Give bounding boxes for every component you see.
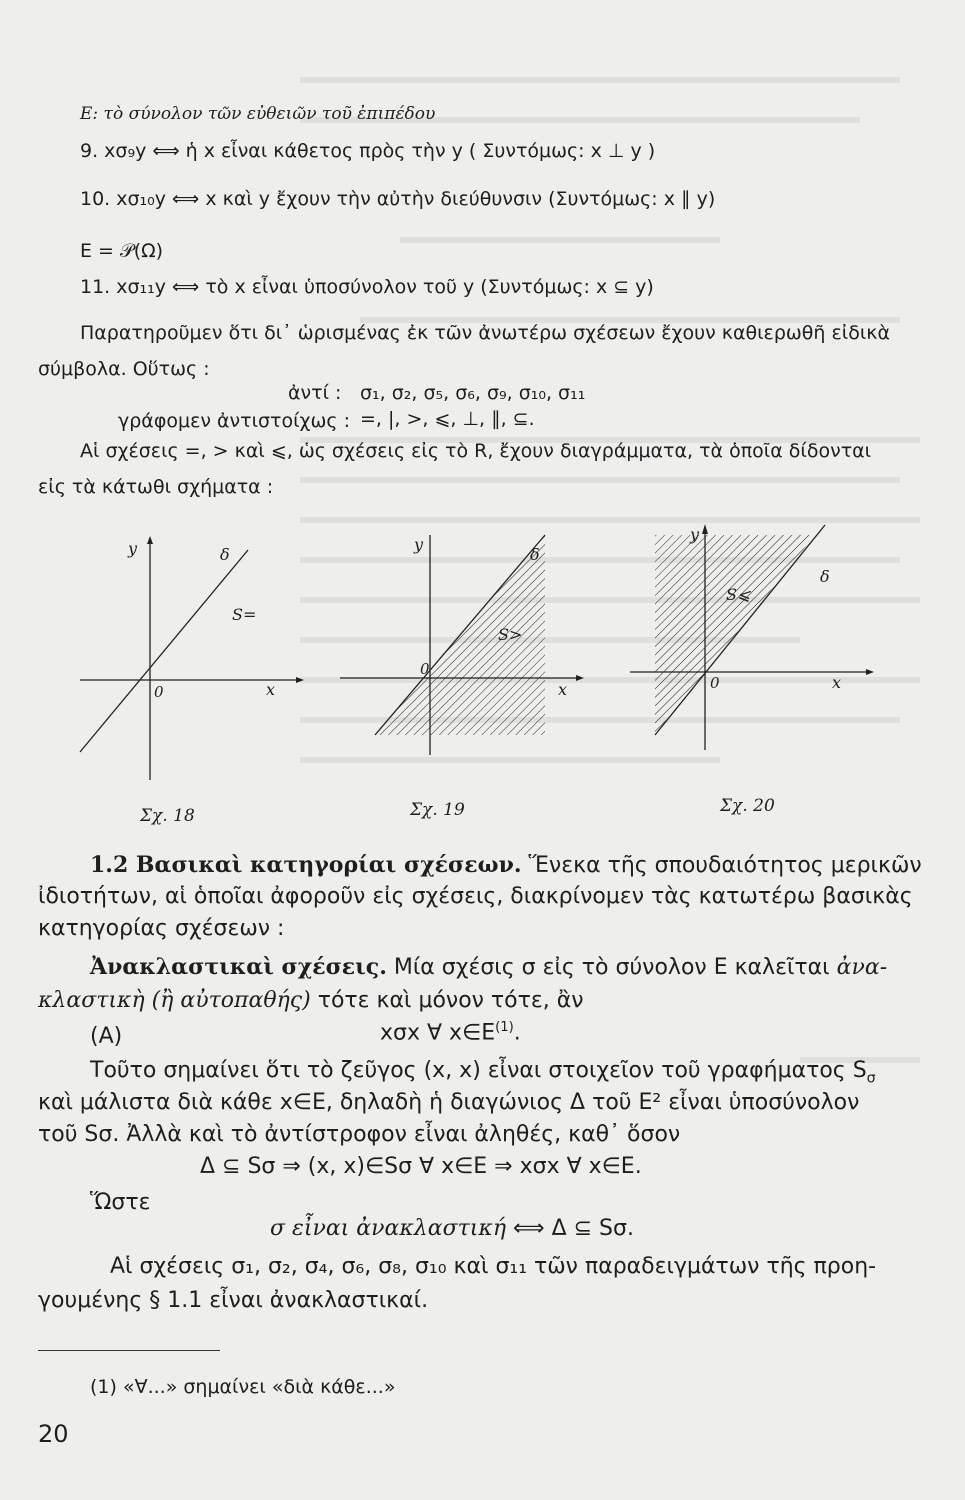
- region-label: S>: [498, 625, 523, 644]
- symbols-intro-line-1: Παρατηροῦμεν ὅτι δι᾽ ὡρισμένας ἐκ τῶν ἀνωτέρω σχέσεων ἔχουν καθιερωθῆ εἰδικὰ: [80, 322, 890, 344]
- diagonal-label: δ: [530, 545, 540, 564]
- reflexive-para-3: τοῦ Sσ. Ἀλλὰ καὶ τὸ ἀντίστροφον εἶναι ἀληθές, καθ᾽ ὅσον: [38, 1122, 681, 1147]
- definition-9: 9. xσ₉y ⟺ ἡ x εἶναι κάθετος πρὸς τὴν y ( Συντόμως: x ⊥ y ): [80, 140, 656, 162]
- reflexive-line-1: [90, 954, 887, 980]
- footnote-divider: [38, 1350, 220, 1351]
- reflexive-para-1-text: Τοῦτο σημαίνει ὅτι τὸ ζεῦγος (x, x) εἶναι στοιχεῖον τοῦ γραφήματος S: [90, 1058, 867, 1083]
- anti-list: σ₁, σ₂, σ₅, σ₆, σ₉, σ₁₀, σ₁₁: [360, 382, 586, 404]
- reflexive-term: κλαστικὴ (ἢ αὐτοπαθής): [38, 988, 311, 1013]
- symbols-intro-line-2: σύμβολα. Οὕτως :: [38, 358, 210, 380]
- figure-18-caption: Σχ. 18: [140, 806, 195, 826]
- section-line-3: κατηγορίας σχέσεων :: [38, 916, 285, 941]
- section-line-1-rest: Ἕνεκα τῆς σπουδαιότητος μερικῶν: [528, 853, 922, 878]
- figure-19-diagram: [330, 530, 590, 760]
- figure-18-diagram: [70, 530, 310, 790]
- graph-list: =, |, >, ⩽, ⊥, ∥, ⊆.: [360, 408, 535, 430]
- section-heading: 1.2 Βασικαὶ κατηγορίαι σχέσεων.: [90, 852, 522, 878]
- formula-2: Δ ⊆ Sσ ⇒ (x, x)∈Sσ ∀ x∈E ⇒ xσx ∀ x∈E.: [200, 1154, 642, 1179]
- region-label: S⩽: [726, 585, 751, 604]
- definition-11: 11. xσ₁₁y ⟺ τὸ x εἶναι ὑποσύνολον τοῦ y (Συντόμως: x ⊆ y): [80, 276, 654, 298]
- figure-20-diagram: [620, 520, 880, 760]
- figure-20-caption: Σχ. 20: [720, 796, 775, 816]
- hoste: Ὥστε: [90, 1190, 151, 1215]
- footnote: (1) «∀...» σημαίνει «διὰ κάθε...»: [90, 1376, 396, 1398]
- conclusion-italic: σ εἶναι ἀνακλαστική: [270, 1216, 507, 1241]
- diagonal-label: δ: [220, 545, 230, 564]
- y-axis-label: y: [414, 535, 424, 554]
- graph-subscript: σ: [866, 1070, 876, 1087]
- origin-label: 0: [710, 674, 720, 692]
- formula-a-label: (Α): [90, 1024, 123, 1049]
- formula-a: [380, 1020, 521, 1045]
- diagram-intro-line-2: εἰς τὰ κάτωθι σχήματα :: [38, 476, 274, 498]
- conclusion: [270, 1216, 634, 1241]
- x-axis-label: x: [832, 673, 842, 692]
- e-power-set: Ε = 𝒫(Ω): [80, 240, 164, 262]
- diagonal-line: [80, 550, 248, 752]
- reflexive-line-2-rest: τότε καὶ μόνον τότε, ἂν: [317, 988, 584, 1013]
- formula-a-end: .: [513, 1020, 521, 1046]
- definition-10: 10. xσ₁₀y ⟺ x καὶ y ἔχουν τὴν αὐτὴν διεύθυνσιν (Συντόμως: x ∥ y): [80, 188, 716, 210]
- page-number: 20: [38, 1420, 69, 1448]
- formula-a-body: xσx ∀ x∈E: [380, 1020, 496, 1046]
- x-axis-label: x: [266, 680, 276, 699]
- diagram-intro-line-1: Αἱ σχέσεις =, > καὶ ⩽, ὡς σχέσεις εἰς τὸ R, ἔχουν διαγράμματα, τὰ ὁποῖα δίδονται: [80, 440, 872, 462]
- e-definition: Ε: τὸ σύνολον τῶν εὐθειῶν τοῦ ἐπιπέδου: [80, 104, 436, 124]
- graph-label: γράφομεν ἀντιστοίχως :: [118, 410, 351, 432]
- last-line-2: γουμένης § 1.1 εἶναι ἀνακλαστικαί.: [38, 1288, 429, 1313]
- conclusion-rest: ⟺ Δ ⊆ Sσ.: [513, 1216, 634, 1241]
- section-line-1: [90, 852, 922, 878]
- footnote-ref[interactable]: (1): [495, 1020, 514, 1035]
- reflexive-para-2: καὶ μάλιστα διὰ κάθε x∈E, δηλαδὴ ἡ διαγώνιος Δ τοῦ E² εἶναι ὑποσύνολον: [38, 1090, 860, 1115]
- reflexive-line-1-italic: ἀνα-: [836, 955, 888, 980]
- reflexive-heading: Ἀνακλαστικαὶ σχέσεις.: [90, 954, 387, 980]
- last-line-1: Αἱ σχέσεις σ₁, σ₂, σ₄, σ₆, σ₈, σ₁₀ καὶ σ₁₁ τῶν παραδειγμάτων τῆς προη-: [110, 1254, 877, 1279]
- anti-label: ἀντί :: [288, 382, 342, 404]
- origin-label: 0: [420, 660, 430, 678]
- y-axis-label: y: [690, 525, 700, 544]
- reflexive-para-1: [90, 1058, 876, 1086]
- figure-19-caption: Σχ. 19: [410, 800, 465, 820]
- origin-label: 0: [154, 683, 164, 701]
- section-line-2: ἰδιοτήτων, αἱ ὁποῖαι ἀφοροῦν εἰς σχέσεις, διακρίνομεν τὰς κατωτέρω βασικὰς: [38, 884, 913, 909]
- x-axis-label: x: [558, 680, 568, 699]
- diagonal-label: δ: [820, 567, 830, 586]
- reflexive-line-2: [38, 988, 584, 1013]
- y-axis-label: y: [128, 539, 138, 558]
- reflexive-line-1-rest: Μία σχέσις σ εἰς τὸ σύνολον Ε καλεῖται: [393, 955, 830, 980]
- region-label: S=: [232, 605, 257, 624]
